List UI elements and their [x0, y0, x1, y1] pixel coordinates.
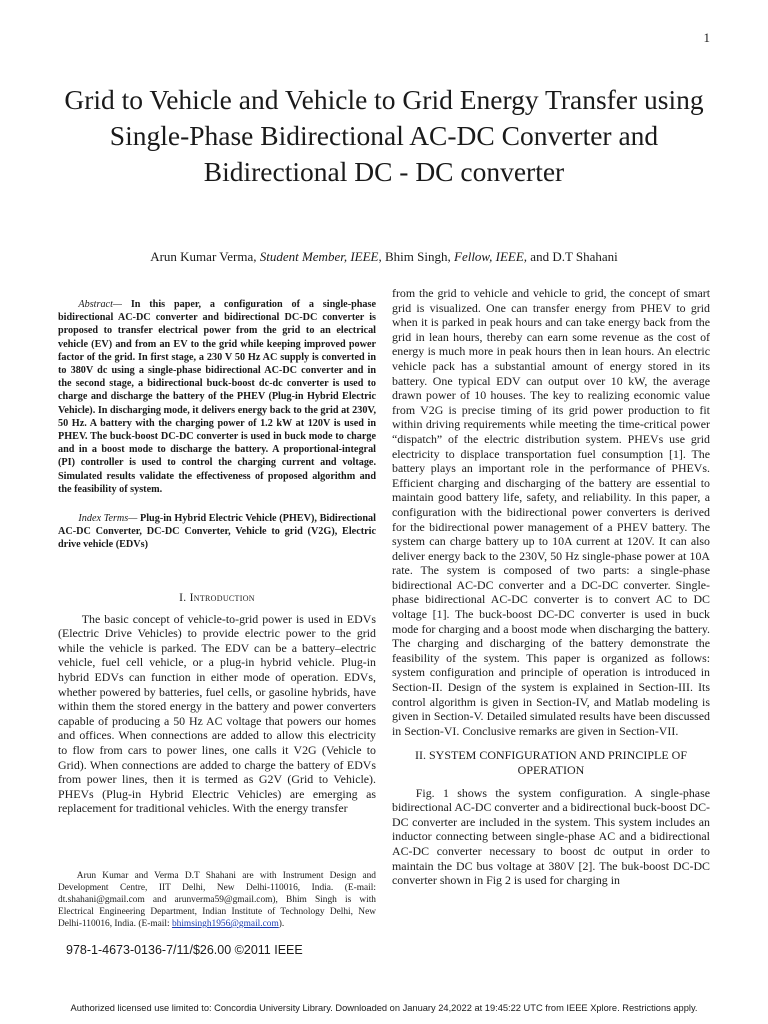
- section-1-number: I.: [179, 591, 187, 604]
- author-1-role: Student Member, IEEE: [259, 249, 379, 264]
- index-terms: [58, 512, 376, 552]
- section-heading-system-configuration: [392, 748, 710, 777]
- abstract: [58, 298, 376, 496]
- abstract-text: In this paper, a configuration of a single-phase bidirectional AC-DC converter and bidirectional DC-DC converter is proposed to transfer electrical power from the grid to an electrical vehicle (EV) and from an EV to the grid while keeping improved power factor of the grid. In first stage, a 230 V 50 Hz AC supply is converted in to 380V dc using a single-phase bidirectional AC-DC converter and in the second stage, a bidirectional buck-boost dc-dc converter is used to charge and discharge the battery of the PHEV (Plug-in Hybrid Electric Vehicle). In discharging mode, it delivers energy back to the grid at 230V, 50 Hz. A battery with the charging power of 1.2 kW at 120V is used in PHEV. The buck-boost DC-DC converter is used in buck mode to charge and in a boost mode to discharge the battery. A proportional-integral (PI) controller is used to control the charging current and voltage. Simulated results validate the effectiveness of proposed algorithm and the feasibility of system.: [58, 299, 376, 495]
- author-2: , Bhim Singh,: [378, 249, 451, 264]
- section-heading-introduction: [58, 592, 376, 604]
- license-notice: Authorized licensed use limited to: Concordia University Library. Downloaded on January 24,2022 at 19:45:22 UTC from IEEE Xplore. Restrictions apply.: [70, 1003, 698, 1013]
- section-2-number: II.: [414, 748, 426, 763]
- section-2-title: SYSTEM CONFIGURATION AND PRINCIPLE OF OPERATION: [428, 748, 688, 777]
- footnote-text: Arun Kumar and Verma D.T Shahani are with Instrument Design and Development Centre, IIT Delhi, New Delhi-110016, India. (E-mail: dt.shahani@gmail.com and arunverma59@gmail.com), Bhim Singh is with Electrical Engineering Department, Indian Institute of Technology Delhi, New Delhi-110016, India. (E-mail:: [58, 871, 376, 929]
- index-terms-text: Plug-in Hybrid Electric Vehicle (PHEV), Bidirectional AC-DC Converter, DC-DC Converter, Vehicle to grid (V2G), Electric drive vehicle (EDVs): [58, 513, 376, 551]
- author-affiliation-footnote: [58, 870, 376, 930]
- intro-paragraph: The basic concept of vehicle-to-grid power is used in EDVs (Electric Drive Vehicles) to provide electric power to the grid while the vehicle is parked. The EDV can be a battery–electric vehicle, fuel cell vehicle, or a plug-in hybrid vehicle. Plug-in hybrid EDVs can function in either mode of operation. EDVs, whether powered by batteries, fuel cells, or gasoline hybrids, have within them the stored energy in the battery and power converters capable of producing a 50 Hz AC voltage that powers our homes and offices. When connections are added to allow this electricity to flow from cars to power lines, one calls it V2G (Vehicle to Grid). When connections are added to charge the battery of EDVs from power lines, then it is termed as G2V (Grid to Vehicle). PHEVs (Plug-in Hybrid Electric Vehicles) are emerging as replacement for traditional vehicles. With the energy transfer: [58, 611, 376, 816]
- author-3: and D.T Shahani: [530, 249, 618, 264]
- index-terms-label: Index Terms—: [78, 513, 138, 525]
- email-link[interactable]: bhimsingh1956@gmail.com: [171, 919, 279, 929]
- right-column: [392, 286, 710, 888]
- footnote-end: ).: [278, 919, 285, 929]
- left-column: [58, 298, 376, 816]
- section-2-paragraph: Fig. 1 shows the system configuration. A single-phase bidirectional AC-DC converter and a bidirectional buck-boost DC-DC converter are included in the system. This system includes an inductor connecting between single-phase AC and a bidirectional AC-DC converter necessary to boost dc output in order to maintain the DC bus voltage at 380V [2]. The buk-boost DC-DC converter shown in Fig 2 is used for charging in: [392, 785, 710, 888]
- author-line: [60, 249, 708, 265]
- page-number: 1: [703, 30, 710, 45]
- paper-title: Grid to Vehicle and Vehicle to Grid Energy Transfer using Single-Phase Bidirectional AC-DC Converter and Bidirectional DC - DC converter: [64, 84, 704, 187]
- author-2-role: Fellow, IEEE,: [454, 249, 528, 264]
- section-1-title: Introduction: [189, 591, 255, 604]
- isbn-copyright: 978-1-4673-0136-7/11/$26.00 ©2011 IEEE: [66, 943, 303, 957]
- intro-paragraph-continued: from the grid to vehicle and vehicle to grid, the concept of smart grid is visualized. One can transfer energy from PHEV to grid when it is parked in peak hours and can take energy back from the grid in lean hours, thereby can earn some revenue as the cost of energy is much more in peak hours then in lean hours. An electric vehicle pack has a substantial amount of energy stored in its battery. One typical EDV can output over 10 kW, the average drawn power of 10 houses. The key to realizing economic value from V2G is precise timing of its grid power production to fit within driving requirements while meeting the time-critical power “dispatch” of the electric distribution system. PHEVs use grid electricity to displace transportation fuel consumption [1]. The battery plays an important role in the performance of PHEVs. Efficient charging and discharging of the battery are essential to maintain good battery life, safety, and reliability. In this paper, a configuration with the bidirectional power converters is derived for the bidirectional power management of a PHEV battery. The system can charge battery up to 10A current at 120V. It can also deliver energy back to the 230V, 50 Hz single-phase power at 10A rate. The system is composed of two parts: a single-phase bidirectional AC-DC converter and a DC-DC converter. Single-phase bidirectional AC-DC converter is to convert AC to DC voltage [1]. The buck-boost DC-DC converter is used in buck mode for charging and a boost mode when discharging the battery. The charging and discharging of the battery demonstrate the feasibility of the system. This paper is organized as follows: system configuration and principle of operation is introduced in Section-II. Design of the system is explained in Section-III. Its control algorithm is given in Section-IV, and Matlab modeling is given in Section-V. Detailed simulated results have been discussed in Section-VI. Conclusive remarks are given in Section-VII.: [392, 286, 710, 738]
- abstract-label: Abstract—: [78, 299, 122, 310]
- author-1: Arun Kumar Verma,: [150, 249, 257, 264]
